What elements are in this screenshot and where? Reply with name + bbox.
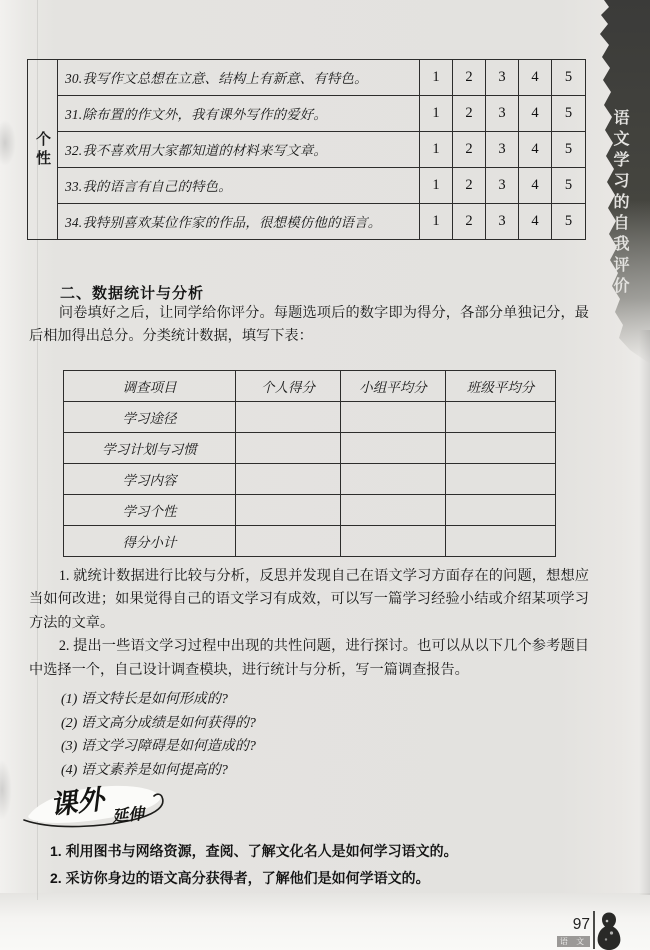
table-row: [64, 433, 556, 464]
table-row: [28, 96, 586, 132]
rating-option: 4: [519, 204, 552, 240]
rating-option: 2: [453, 204, 486, 240]
empty-score-cell: [341, 433, 446, 464]
table-header-row: [64, 371, 556, 402]
row-label: 学习计划与习惯: [64, 433, 236, 464]
rating-option: 1: [420, 132, 453, 168]
column-header: 小组平均分: [341, 371, 446, 402]
empty-score-cell: [446, 495, 556, 526]
rating-option: 3: [486, 204, 519, 240]
reference-topic: (4) 语文素养是如何提高的?: [61, 762, 228, 778]
row-label: 学习内容: [64, 464, 236, 495]
row-label: 学习途径: [64, 402, 236, 433]
survey-question: 31.除布置的作文外，我有课外写作的爱好。: [58, 96, 420, 132]
extension-item: 1. 利用图书与网络资源，查阅、了解文化名人是如何学习语文的。: [50, 843, 458, 859]
rating-option: 1: [420, 60, 453, 96]
empty-score-cell: [236, 464, 341, 495]
empty-score-cell: [341, 402, 446, 433]
empty-score-cell: [446, 402, 556, 433]
empty-score-cell: [236, 433, 341, 464]
survey-question: 30.我写作文总想在立意、结构上有新意、有特色。: [58, 60, 420, 96]
empty-score-cell: [236, 402, 341, 433]
survey-question: 33.我的语言有自己的特色。: [58, 168, 420, 204]
empty-score-cell: [236, 526, 341, 557]
empty-score-cell: [236, 495, 341, 526]
section-heading: 二、数据统计与分析: [60, 285, 205, 302]
page-edge-shadow: [639, 330, 650, 895]
rating-option: 4: [519, 132, 552, 168]
scan-smudge: [0, 760, 12, 820]
table-row: [28, 168, 586, 204]
rating-option: 3: [486, 168, 519, 204]
rating-option: 2: [453, 132, 486, 168]
column-header: 调查项目: [64, 371, 236, 402]
category-label: 个性: [34, 130, 51, 169]
rating-option: 2: [453, 96, 486, 132]
chapter-title-vertical: 语文学习的自我评价: [611, 109, 628, 298]
reference-topic: (2) 语文高分成绩是如何获得的?: [61, 715, 256, 731]
table-row: [28, 60, 586, 96]
footer-divider: [593, 911, 595, 949]
rating-option: 1: [420, 204, 453, 240]
table-row: [64, 464, 556, 495]
rating-option: 3: [486, 60, 519, 96]
column-header: 个人得分: [236, 371, 341, 402]
extension-logo-main-text: 课外: [48, 784, 106, 821]
rating-option: 1: [420, 168, 453, 204]
table-row: [64, 495, 556, 526]
empty-score-cell: [446, 526, 556, 557]
reference-topic-list: [61, 688, 481, 782]
table-row: [64, 526, 556, 557]
survey-rating-table: [27, 59, 586, 240]
rating-option: 5: [552, 96, 586, 132]
rating-option: 5: [552, 168, 586, 204]
empty-score-cell: [446, 464, 556, 495]
empty-score-cell: [341, 495, 446, 526]
score-summary-table: [63, 370, 556, 557]
rating-option: 5: [552, 60, 586, 96]
rating-option: 4: [519, 60, 552, 96]
rating-option: 3: [486, 132, 519, 168]
empty-score-cell: [341, 464, 446, 495]
page-number: 97: [572, 916, 590, 933]
category-cell: [28, 60, 58, 240]
section-intro-paragraph: 问卷填好之后，让同学给你评分。每题选项后的数字即为得分，各部分单独记分，最后相加得出总分。分类统计数据，填写下表：: [29, 305, 589, 345]
task-paragraph: 1. 就统计数据进行比较与分析，反思并发现自己在语文学习方面存在的问题，想想应当如何改进；如果觉得自己的语文学习有成效，可以写一篇学习经验小结或介绍某项学习方法的文章。: [29, 568, 589, 631]
rating-option: 2: [453, 168, 486, 204]
survey-question: 34.我特别喜欢某位作家的作品，很想模仿他的语言。: [58, 204, 420, 240]
rating-option: 4: [519, 96, 552, 132]
reference-topic: (1) 语文特长是如何形成的?: [61, 692, 228, 707]
table-row: [28, 204, 586, 240]
table-row: [28, 132, 586, 168]
scan-smudge: [0, 120, 16, 166]
row-label: 得分小计: [64, 526, 236, 557]
rating-option: 3: [486, 96, 519, 132]
empty-score-cell: [446, 433, 556, 464]
extension-logo: [20, 774, 185, 838]
subject-badge: 语 文: [557, 936, 590, 947]
rating-option: 5: [552, 204, 586, 240]
survey-question: 32.我不喜欢用大家都知道的材料来写文章。: [58, 132, 420, 168]
table-row: [64, 402, 556, 433]
task-paragraph: 2. 提出一些语文学习过程中出现的共性问题，进行探讨。也可以从以下几个参考题目中选择一个，自己设计调查模块，进行统计与分析，写一篇调查报告。: [29, 638, 589, 678]
column-header: 班级平均分: [446, 371, 556, 402]
rating-option: 2: [453, 60, 486, 96]
ink-blob-icon: [596, 911, 622, 950]
rating-option: 5: [552, 132, 586, 168]
empty-score-cell: [341, 526, 446, 557]
rating-option: 1: [420, 96, 453, 132]
rating-option: 4: [519, 168, 552, 204]
analysis-tasks: [29, 565, 589, 682]
brush-blob-icon: [20, 774, 185, 838]
extension-item-list: [50, 838, 590, 891]
extension-item: 2. 采访你身边的语文高分获得者，了解他们是如何学语文的。: [50, 869, 430, 886]
row-label: 学习个性: [64, 495, 236, 526]
reference-topic: (3) 语文学习障碍是如何造成的?: [61, 739, 256, 755]
extension-logo-sub-text: 延伸: [111, 805, 145, 826]
